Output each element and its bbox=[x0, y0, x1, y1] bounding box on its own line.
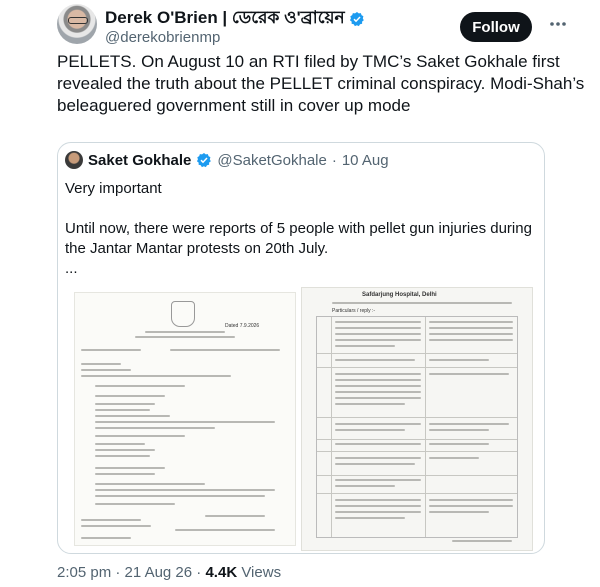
verified-badge-icon bbox=[349, 11, 365, 27]
doc-right-header: Safdarjung Hospital, Delhi bbox=[362, 292, 437, 298]
doc-left-date: Dated 7.9.2026 bbox=[225, 323, 260, 329]
quoted-tweet[interactable] bbox=[57, 142, 545, 554]
separator: · bbox=[331, 151, 337, 169]
quoted-author-avatar[interactable] bbox=[65, 151, 83, 169]
tweet-meta-bar bbox=[57, 564, 281, 581]
tweet-date[interactable]: 21 Aug 26 bbox=[124, 564, 193, 581]
quoted-text-ellipsis: ... bbox=[65, 260, 78, 277]
tweet-text: PELLETS. On August 10 an RTI filed by TMC’s Saket Gokhale first revealed the truth about the PELLET criminal conspiracy. Modi-Shah’s beleaguered government still in cover up mode bbox=[57, 52, 585, 115]
follow-button[interactable]: Follow bbox=[460, 12, 532, 42]
verified-badge-icon bbox=[196, 152, 212, 168]
author-avatar[interactable] bbox=[57, 4, 97, 44]
quoted-text-line1: Very important bbox=[65, 180, 162, 197]
author-handle[interactable]: @derekobrienmp bbox=[105, 29, 221, 46]
views-count[interactable]: 4.4K bbox=[205, 564, 238, 581]
quoted-tweet-header bbox=[65, 151, 389, 169]
emblem-icon bbox=[171, 301, 195, 327]
author-name[interactable]: Derek O'Brien | ডেরেক ও'ব্রায়েন bbox=[105, 8, 345, 27]
quoted-tweet-text bbox=[65, 179, 535, 279]
more-dots-icon bbox=[548, 14, 568, 34]
document-image-right[interactable] bbox=[301, 287, 533, 551]
quoted-text-line2: Until now, there were reports of 5 people with pellet gun injuries during the Jantar Mantar protests on 20th July. bbox=[65, 220, 532, 257]
doc-right-table bbox=[316, 316, 518, 538]
avatar-glasses bbox=[68, 17, 88, 24]
more-options-icon[interactable] bbox=[548, 14, 568, 34]
tweet-time[interactable]: 2:05 pm bbox=[57, 564, 112, 581]
document-image-left[interactable] bbox=[74, 292, 296, 546]
views-label: Views bbox=[241, 564, 282, 581]
quoted-author-name[interactable]: Saket Gokhale bbox=[88, 151, 192, 169]
doc-right-sub: Particulars / reply :- bbox=[332, 308, 376, 314]
quoted-author-handle[interactable]: @SaketGokhale bbox=[217, 151, 327, 169]
separator: · bbox=[196, 564, 202, 581]
quoted-tweet-date[interactable]: 10 Aug bbox=[341, 151, 389, 169]
separator: · bbox=[115, 564, 121, 581]
